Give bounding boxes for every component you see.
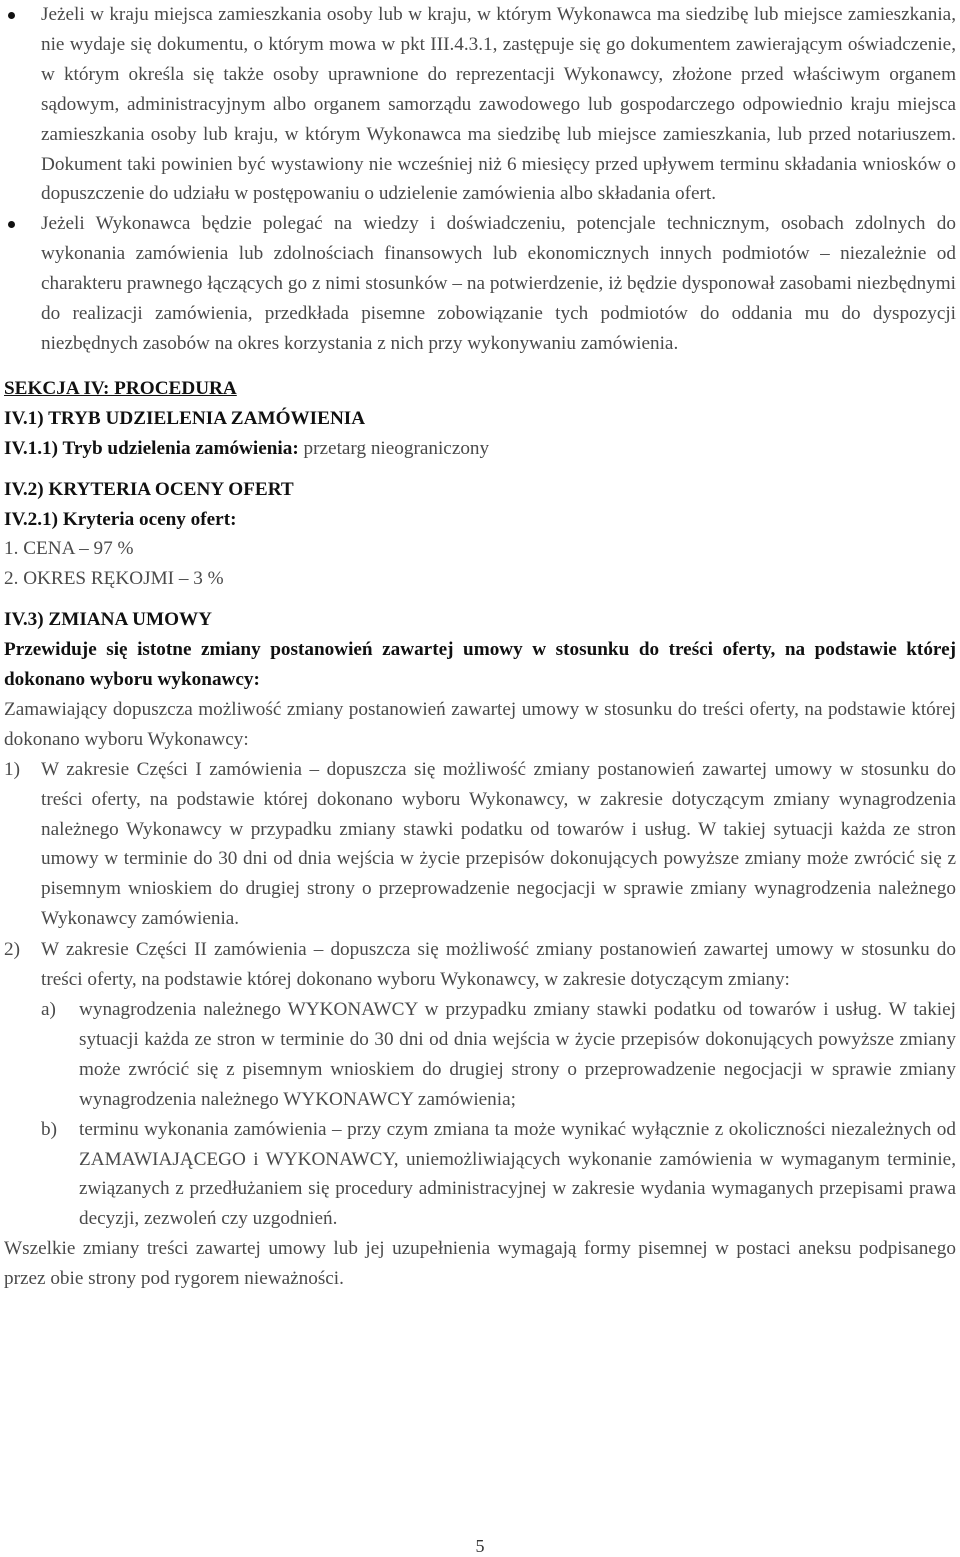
iv2-sub-heading: IV.2.1) Kryteria oceny ofert:	[4, 508, 237, 530]
page-number: 5	[475, 1536, 485, 1556]
iv1-heading: IV.1) TRYB UDZIELENIA ZAMÓWIENIA	[4, 407, 366, 429]
bullet-paragraph: Jeżeli w kraju miejsca zamieszkania osoby lub w kraju, w którym Wykonawca ma siedzibę lub miejsce zamieszkania, nie wydaje się dokumentu, o którym mowa w pkt III.4.3.1, zastępuje się go dokumentem zawierającym oświadczenie, w którym określa się także osoby uprawnione do reprezentacji Wykonawcy, złożone przed właściwym organem sądowym, administracyjnym albo organem samorządu zawodowego lub gospodarczego odpowiednio kraju miejsca zamieszkania osoby lub kraju, w którym Wykonawca ma siedzibę lub miejsce zamieszkania, lub przed notariuszem. Dokument taki powinien być wystawiony nie wcześniej niż 6 miesięcy przed upływem terminu składania wniosków o dopuszczenie do udziału w postępowaniu o udzielenie zamówienia albo składania ofert.	[4, 0, 956, 209]
iv1-sub-label: IV.1.1) Tryb udzielenia zamówienia:	[4, 437, 299, 459]
iv2-heading: IV.2) KRYTERIA OCENY OFERT	[4, 478, 294, 500]
sub-list-item-letter: a)	[41, 999, 56, 1020]
bullet-dot-icon	[8, 12, 15, 19]
list-item-text: W zakresie Części II zamówienia – dopuszcza się możliwość zmiany postanowień zawartej umowy w stosunku do treści oferty, na podstawie której dokonano wyboru Wykonawcy, w zakresie dotyczącym zmiany:	[41, 939, 956, 991]
list-item-text: W zakresie Części I zamówienia – dopuszcza się możliwość zmiany postanowień zawartej umowy w stosunku do treści oferty, na podstawie której dokonano wyboru Wykonawcy, w zakresie dotyczącym zmiany wynagrodzenia należnego Wykonawcy w przypadku zmiany stawki podatku od towarów i usług. W takiej sytuacji każda ze stron umowy w terminie do 30 dni od dnia wejścia w życie przepisów dokonujących powyższe zmiany może zwrócić się z pisemnym wnioskiem do drugiej strony o przeprowadzenie negocjacji w sprawie zmiany wynagrodzenia należnego Wykonawcy zamówienia.	[41, 758, 956, 930]
list-item	[4, 935, 956, 995]
iv3-bold-intro: Przewiduje się istotne zmiany postanowień zawartej umowy w stosunku do treści oferty, na podstawie której dokonano wyboru wykonawcy:	[4, 639, 956, 691]
section-title: SEKCJA IV: PROCEDURA	[4, 377, 237, 399]
list-item-number: 1)	[4, 758, 20, 780]
list-item-number: 2)	[4, 939, 20, 961]
sub-list-item	[4, 995, 956, 1115]
list-item	[4, 755, 956, 934]
iv3-intro: Zamawiający dopuszcza możliwość zmiany postanowień zawartej umowy w stosunku do treści oferty, na podstawie której dokonano wyboru Wykonawcy:	[4, 698, 956, 750]
bullet-paragraph: Jeżeli Wykonawca będzie polegać na wiedzy i doświadczeniu, potencjale technicznym, osobach zdolnych do wykonania zamówienia lub zdolnościach finansowych lub ekonomicznych innych podmiotów – niezależnie od charakteru prawnego łączących go z nimi stosunków – na potwierdzenie, iż będzie dysponował zasobami niezbędnymi do realizacji zamówienia, przedkłada pisemne zobowiązanie tych podmiotów do oddania mu do dyspozycji niezbędnych zasobów na okres korzystania z nich przy wykonywaniu zamówienia.	[4, 209, 956, 359]
document-page	[4, 0, 956, 1294]
sub-list-item-text: wynagrodzenia należnego WYKONAWCY w przypadku zmiany stawki podatku od towarów i usług. W takiej sytuacji każda ze stron w terminie do 30 dni od dnia wejścia w życie przepisów dokonujących powyższe zmiany może zwrócić się z pisemnym wnioskiem do drugiej strony o przeprowadzenie negocjacji w sprawie zmiany wynagrodzenia należnego WYKONAWCY zamówienia;	[79, 999, 956, 1110]
bullet-dot-icon	[8, 221, 15, 228]
sub-list-item	[4, 1115, 956, 1235]
closing-paragraph: Wszelkie zmiany treści zawartej umowy lub jej uzupełnienia wymagają formy pisemnej w postaci aneksu podpisanego przez obie strony pod rygorem nieważności.	[4, 1238, 956, 1290]
iv3-heading: IV.3) ZMIANA UMOWY	[4, 609, 213, 631]
sub-list-item-text: terminu wykonania zamówienia – przy czym zmiana ta może wynikać wyłącznie z okoliczności niezależnych od ZAMAWIAJĄCEGO i WYKONAWCY, uniemożliwiających wykonanie zamówienia w wymaganym terminie, związanych z przedłużaniem się procedury administracyjnej w zakresie wydania wymaganych przepisami prawa decyzji, zezwoleń czy uzgodnień.	[79, 1118, 956, 1230]
iv1-sub-value: przetarg nieograniczony	[298, 437, 490, 459]
sub-list-item-letter: b)	[41, 1118, 57, 1140]
criterion-item: 1. CENA – 97 %	[4, 538, 134, 560]
iv1-sub-heading	[4, 434, 956, 464]
criterion-item: 2. OKRES RĘKOJMI – 3 %	[4, 568, 224, 590]
